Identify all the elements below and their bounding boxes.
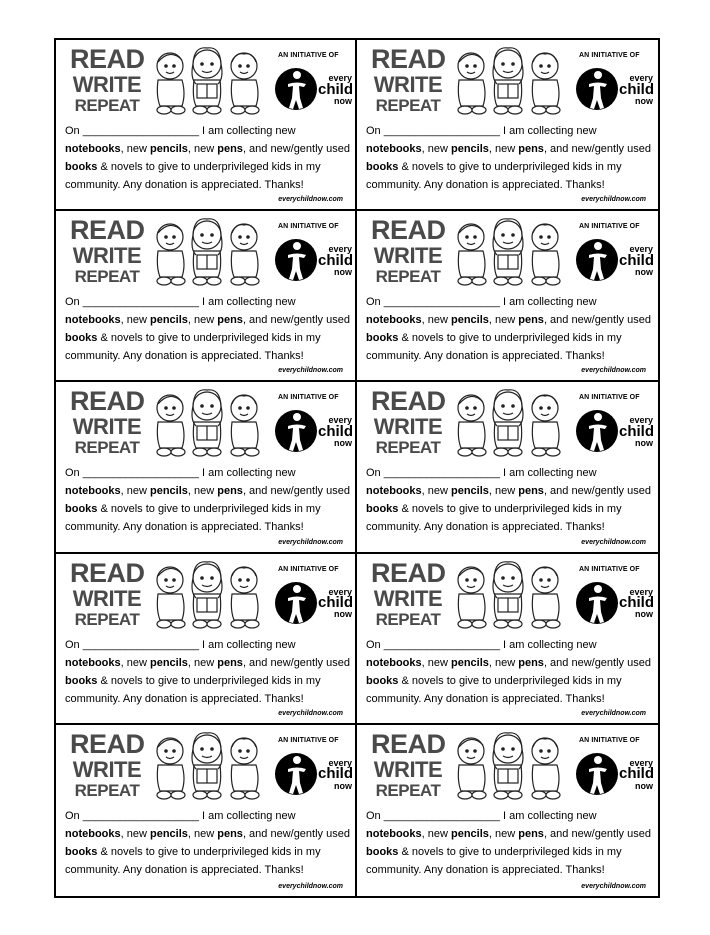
website-label: everychildnow.com bbox=[581, 882, 646, 890]
website-label: everychildnow.com bbox=[581, 196, 646, 204]
read-write-repeat-logo: READ WRITE REPEAT bbox=[70, 557, 145, 629]
flyer-card bbox=[56, 725, 357, 896]
donation-message: On ___________________ I am collecting new notebooks, new pencils, new pens, and new/gently used books & novels to give to underprivileged kids in my community. Any donation is appreciated. Thanks! bbox=[366, 638, 651, 705]
donation-message: On ___________________ I am collecting new notebooks, new pencils, new pens, and new/gently used books & novels to give to underprivileged kids in my community. Any donation is appreciated. Thanks! bbox=[366, 809, 651, 876]
kids-reading-illustration bbox=[451, 729, 565, 801]
initiative-label: AN INITIATIVE OF bbox=[278, 223, 339, 231]
initiative-label: AN INITIATIVE OF bbox=[579, 565, 640, 573]
flyer-card bbox=[56, 554, 357, 725]
website-label: everychildnow.com bbox=[278, 882, 343, 890]
kids-reading-illustration bbox=[150, 386, 264, 458]
website-label: everychildnow.com bbox=[581, 538, 646, 546]
read-write-repeat-logo: READ WRITE REPEAT bbox=[70, 44, 145, 115]
donation-message: On ___________________ I am collecting new notebooks, new pencils, new pens, and new/gently used books & novels to give to underprivileged kids in my community. Any donation is appreciated. Thanks! bbox=[65, 125, 350, 191]
donation-message: On ___________________ I am collecting new notebooks, new pencils, new pens, and new/gently used books & novels to give to underprivileged kids in my community. Any donation is appreciated. Thanks! bbox=[366, 467, 651, 534]
initiative-label: AN INITIATIVE OF bbox=[278, 394, 339, 402]
flyer-card bbox=[56, 40, 357, 211]
every-child-now-wordmark: every child now bbox=[619, 244, 655, 277]
every-child-now-wordmark: every child now bbox=[318, 586, 354, 620]
flyer-sheet bbox=[54, 38, 660, 898]
read-write-repeat-logo: READ WRITE REPEAT bbox=[371, 44, 446, 115]
read-write-repeat-logo: READ WRITE REPEAT bbox=[70, 728, 145, 800]
kids-reading-illustration bbox=[451, 386, 565, 458]
kids-reading-illustration bbox=[150, 558, 264, 630]
website-label: everychildnow.com bbox=[278, 709, 343, 717]
read-write-repeat-logo: READ WRITE REPEAT bbox=[371, 728, 446, 800]
donation-message: On ___________________ I am collecting new notebooks, new pencils, new pens, and new/gently used books & novels to give to underprivileged kids in my community. Any donation is appreciated. Thanks! bbox=[366, 125, 651, 191]
website-label: everychildnow.com bbox=[581, 367, 646, 375]
every-child-now-wordmark: every child now bbox=[619, 757, 655, 791]
initiative-label: AN INITIATIVE OF bbox=[278, 736, 339, 744]
flyer-card bbox=[357, 382, 658, 553]
every-child-now-wordmark: every child now bbox=[619, 73, 655, 106]
donation-message: On ___________________ I am collecting new notebooks, new pencils, new pens, and new/gently used books & novels to give to underprivileged kids in my community. Any donation is appreciated. Thanks! bbox=[65, 296, 350, 363]
initiative-label: AN INITIATIVE OF bbox=[278, 52, 339, 59]
read-write-repeat-logo: READ WRITE REPEAT bbox=[371, 386, 446, 458]
website-label: everychildnow.com bbox=[278, 367, 343, 375]
donation-message: On ___________________ I am collecting new notebooks, new pencils, new pens, and new/gently used books & novels to give to underprivileged kids in my community. Any donation is appreciated. Thanks! bbox=[65, 467, 350, 534]
kids-reading-illustration bbox=[451, 215, 565, 287]
every-child-now-wordmark: every child now bbox=[318, 757, 354, 791]
initiative-label: AN INITIATIVE OF bbox=[579, 52, 640, 59]
flyer-card bbox=[56, 211, 357, 382]
website-label: everychildnow.com bbox=[581, 709, 646, 717]
read-write-repeat-logo: READ WRITE REPEAT bbox=[371, 215, 446, 287]
flyer-card bbox=[357, 211, 658, 382]
kids-reading-illustration bbox=[451, 44, 565, 116]
flyer-card bbox=[56, 382, 357, 553]
read-write-repeat-logo: READ WRITE REPEAT bbox=[371, 557, 446, 629]
donation-message: On ___________________ I am collecting new notebooks, new pencils, new pens, and new/gently used books & novels to give to underprivileged kids in my community. Any donation is appreciated. Thanks! bbox=[366, 296, 651, 363]
website-label: everychildnow.com bbox=[278, 196, 343, 204]
kids-reading-illustration bbox=[451, 558, 565, 630]
kids-reading-illustration bbox=[150, 729, 264, 801]
read-write-repeat-logo: READ WRITE REPEAT bbox=[70, 386, 145, 458]
read-write-repeat-logo: READ WRITE REPEAT bbox=[70, 215, 145, 287]
kids-reading-illustration bbox=[150, 44, 264, 116]
every-child-now-wordmark: every child now bbox=[318, 73, 354, 106]
flyer-card bbox=[357, 40, 658, 211]
flyer-card bbox=[357, 725, 658, 896]
kids-reading-illustration bbox=[150, 215, 264, 287]
every-child-now-wordmark: every child now bbox=[619, 415, 655, 449]
initiative-label: AN INITIATIVE OF bbox=[579, 223, 640, 231]
initiative-label: AN INITIATIVE OF bbox=[278, 565, 339, 573]
every-child-now-wordmark: every child now bbox=[318, 244, 354, 277]
donation-message: On ___________________ I am collecting new notebooks, new pencils, new pens, and new/gently used books & novels to give to underprivileged kids in my community. Any donation is appreciated. Thanks! bbox=[65, 809, 350, 876]
website-label: everychildnow.com bbox=[278, 538, 343, 546]
donation-message: On ___________________ I am collecting new notebooks, new pencils, new pens, and new/gently used books & novels to give to underprivileged kids in my community. Any donation is appreciated. Thanks! bbox=[65, 638, 350, 705]
flyer-card bbox=[357, 554, 658, 725]
every-child-now-wordmark: every child now bbox=[619, 586, 655, 620]
every-child-now-wordmark: every child now bbox=[318, 415, 354, 449]
initiative-label: AN INITIATIVE OF bbox=[579, 736, 640, 744]
initiative-label: AN INITIATIVE OF bbox=[579, 394, 640, 402]
